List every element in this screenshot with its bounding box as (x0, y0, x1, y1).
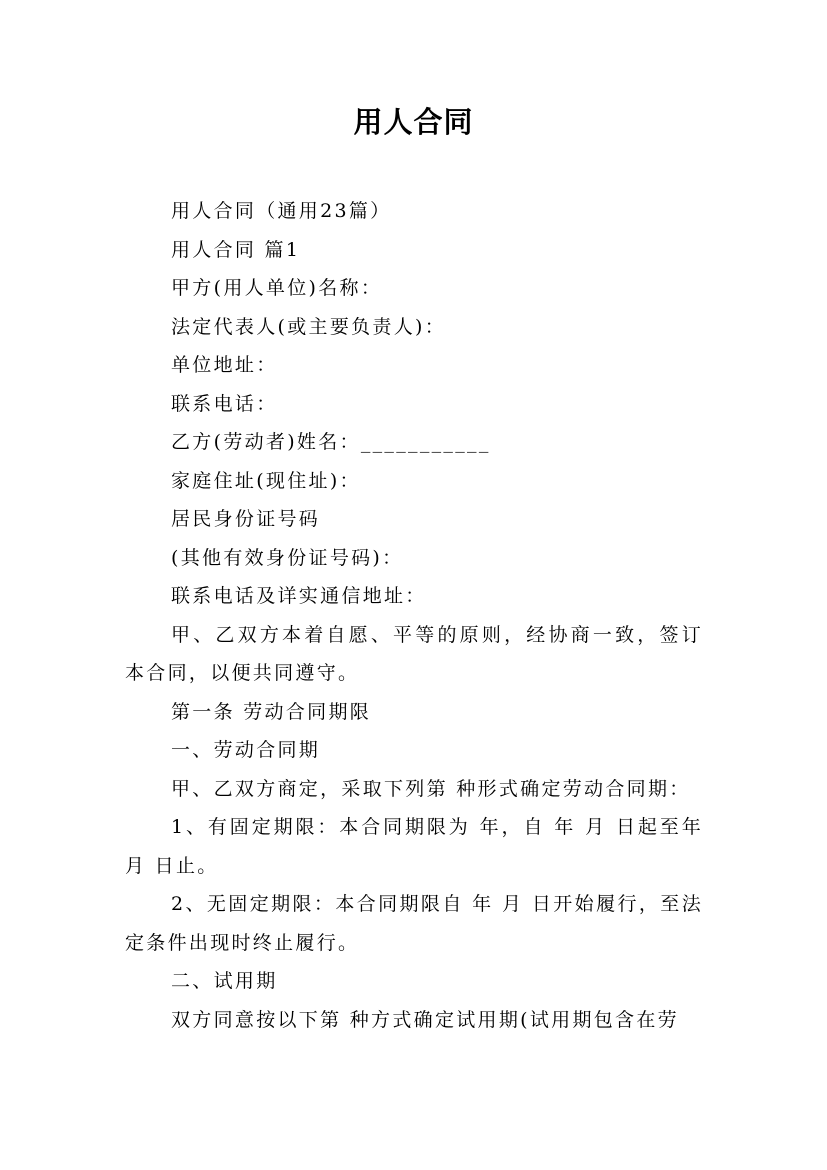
paragraph-article-1-heading: 第一条 劳动合同期限 (171, 700, 372, 723)
paragraph-id-number: 居民身份证号码 (171, 508, 321, 530)
paragraph-contact-address: 联系电话及详实通信地址： (171, 585, 427, 607)
paragraph-company-phone: 联系电话： (171, 392, 278, 415)
paragraph-preamble: 甲、乙双方本着自愿、平等的原则，经协商一致，签订本合同，以便共同遵守。 (125, 623, 703, 684)
paragraph-company-address: 单位地址： (171, 354, 278, 376)
document-title: 用人合同 (353, 105, 474, 139)
paragraph-party-b-name: 乙方(劳动者)姓名：___________ (171, 431, 491, 453)
document-body (125, 192, 712, 1039)
paragraph-open-term: 2、无固定期限：本合同期限自 年 月 日开始履行，至法定条件出现时终止履行。 (125, 893, 703, 954)
paragraph-probation: 双方同意按以下第 种方式确定试用期(试用期包含在劳 (171, 1008, 679, 1031)
paragraph-chapter-heading: 用人合同 篇1 (171, 238, 301, 261)
paragraph-section-2-heading: 二、试用期 (171, 970, 278, 992)
paragraph-section-1-heading: 一、劳动合同期 (171, 739, 321, 761)
paragraph-legal-representative: 法定代表人(或主要负责人)： (171, 315, 447, 338)
paragraph-home-address: 家庭住址(现住址)： (171, 469, 361, 492)
paragraph-party-a-name: 甲方(用人单位)名称： (171, 277, 383, 299)
paragraph-other-id: (其他有效身份证号码)： (171, 546, 404, 569)
paragraph-fixed-term: 1、有固定期限：本合同期限为 年，自 年 月 日起至年 月 日止。 (125, 816, 712, 877)
paragraph-term-form: 甲、乙双方商定，采取下列第 种形式确定劳动合同期： (171, 777, 691, 800)
paragraph-subtitle: 用人合同（通用23篇） (171, 200, 392, 222)
